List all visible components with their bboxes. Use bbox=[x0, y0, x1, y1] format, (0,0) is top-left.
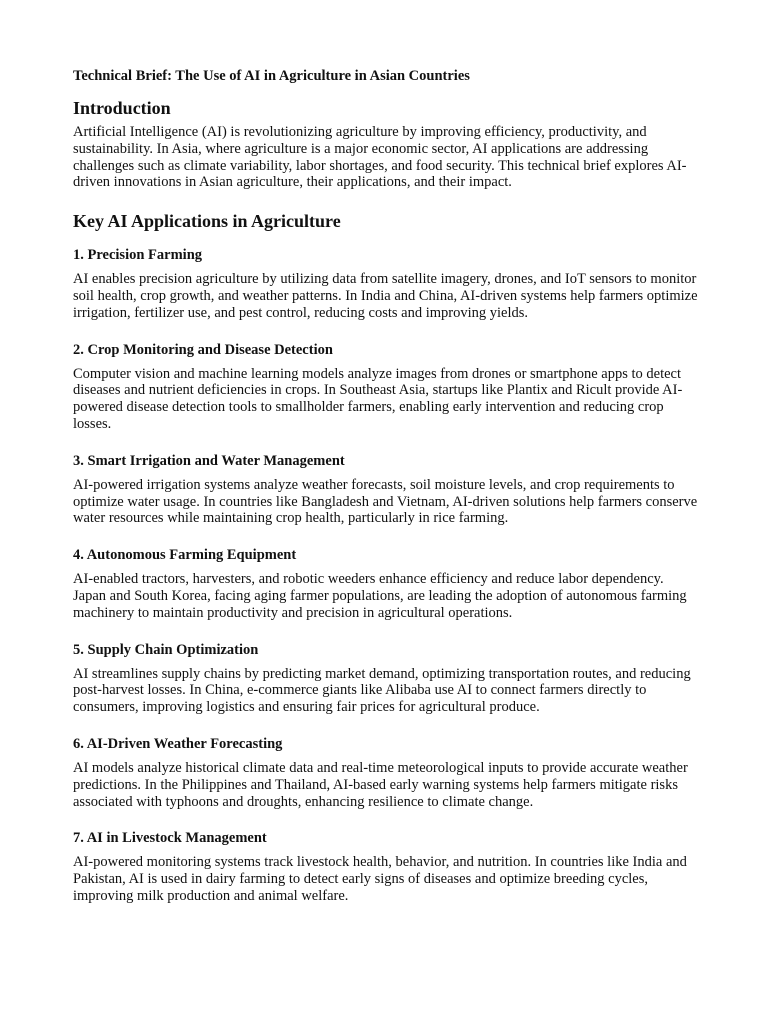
section-weather-forecasting bbox=[73, 734, 698, 810]
section-paragraph: AI-enabled tractors, harvesters, and robotic weeders enhance efficiency and reduce labor dependency. Japan and South Korea, facing aging farmer populations, are leading the adoption of autonomous farming machinery to maintain productivity and precision in agricultural operations. bbox=[73, 571, 687, 621]
section-paragraph: AI-powered irrigation systems analyze weather forecasts, soil moisture levels, and crop requirements to optimize water usage. In countries like Bangladesh and Vietnam, AI-driven solutions help farmers conserve water resources while maintaining crop health, particularly in rice farming. bbox=[73, 476, 698, 527]
introduction-heading: Introduction bbox=[73, 98, 171, 118]
introduction-paragraph: Artificial Intelligence (AI) is revolutionizing agriculture by improving efficiency, productivity, and sustainability. In Asia, where agriculture is a major economic sector, AI applications are addressing challenges such as climate variability, labor shortages, and food security. This technical brief explores AI-driven innovations in Asian agriculture, their applications, and their impact. bbox=[73, 124, 687, 191]
section-heading: 5. Supply Chain Optimization bbox=[73, 641, 259, 658]
section-supply-chain bbox=[73, 640, 698, 716]
section-paragraph: AI streamlines supply chains by predicting market demand, optimizing transportation routes, and reducing post-harvest losses. In China, e-commerce giants like Alibaba use AI to connect farmers directly to consumers, improving logistics and ensuring fair prices for agricultural produce. bbox=[73, 665, 691, 716]
section-autonomous-equipment bbox=[73, 545, 698, 621]
section-crop-monitoring bbox=[73, 340, 698, 433]
section-paragraph: AI models analyze historical climate data and real-time meteorological inputs to provide accurate weather predictions. In the Philippines and Thailand, AI-based early warning systems help farmers mitigate risks associated with typhoons and droughts, enhancing resilience to climate change. bbox=[73, 759, 688, 810]
section-livestock-management bbox=[73, 828, 698, 904]
section-paragraph: AI enables precision agriculture by utilizing data from satellite imagery, drones, and IoT sensors to monitor soil health, crop growth, and weather patterns. In India and China, AI-driven systems help farmers optimize irrigation, fertilizer use, and pest control, reducing costs and improving yields. bbox=[73, 271, 698, 321]
section-heading: 4. Autonomous Farming Equipment bbox=[73, 547, 297, 564]
section-precision-farming bbox=[73, 245, 698, 321]
section-heading: 3. Smart Irrigation and Water Management bbox=[73, 452, 345, 469]
section-smart-irrigation bbox=[73, 451, 698, 527]
document-page bbox=[73, 66, 698, 923]
section-paragraph: AI-powered monitoring systems track livestock health, behavior, and nutrition. In countries like India and Pakistan, AI is used in dairy farming to detect early signs of diseases and optimize breeding cycles, improving milk production and animal welfare. bbox=[73, 854, 687, 904]
section-heading: 7. AI in Livestock Management bbox=[73, 830, 267, 847]
document-title: Technical Brief: The Use of AI in Agriculture in Asian Countries bbox=[73, 68, 470, 84]
section-paragraph: Computer vision and machine learning models analyze images from drones or smartphone apps to detect diseases and nutrient deficiencies in crops. In Southeast Asia, startups like Plantix and Ricult provide AI-powered disease detection tools to smallholder farmers, enabling early intervention and reducing crop losses. bbox=[73, 365, 683, 432]
section-heading: 6. AI-Driven Weather Forecasting bbox=[73, 735, 283, 752]
section-heading: 2. Crop Monitoring and Disease Detection bbox=[73, 341, 333, 358]
key-applications-heading: Key AI Applications in Agriculture bbox=[73, 211, 341, 232]
section-heading: 1. Precision Farming bbox=[73, 247, 203, 264]
